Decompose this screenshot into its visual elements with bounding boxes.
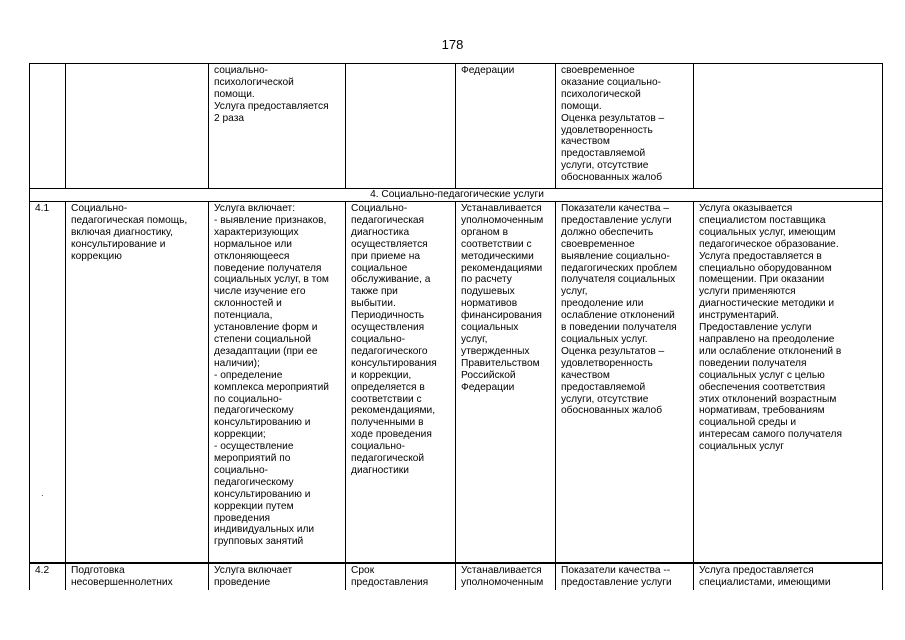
table-row-4-2	[30, 563, 883, 590]
cell-content: Услуга включает проведение	[209, 563, 346, 590]
table-row-continuation	[30, 64, 883, 189]
cell-name: Подготовка несовершеннолетних	[66, 563, 209, 590]
cell-num: 4.2	[30, 563, 66, 590]
cell-name	[66, 64, 209, 189]
page-number: 178	[441, 37, 464, 52]
section-title: 4. Социально-педагогические услуги	[30, 189, 883, 202]
cell-term: Срок предоставления	[346, 563, 456, 590]
table-row-4-1	[30, 202, 883, 564]
cell-conditions: Услуга предоставляется специалистами, имеющими	[694, 563, 883, 590]
cell-num	[30, 64, 66, 189]
cell-norm: Федерации	[456, 64, 556, 189]
cell-term: Социально- педагогическая диагностика осуществляется при приеме на социальное обслуживание, а также при выбытии. Периодичность осуществления социально- педагогического консультирования и коррекции, определяется в соответствии с рекомендациями, полученными в ходе проведения социально- педагогической диагностики	[346, 202, 456, 564]
cell-num: 4.1	[30, 202, 66, 564]
cell-conditions: Услуга оказывается специалистом поставщика социальных услуг, имеющим педагогическое образование. Услуга предоставляется в специально оборудованном помещении. При оказании услуги применяются диагностические методики и инструментарий. Предоставление услуги направлено на преодоление или ослабление отклонений в поведении получателя социальных услуг с целью обеспечения соответствия этих отклонений возрастным нормативам, требованиям социальной среды и интересам самого получателя социальных услуг	[694, 202, 883, 564]
cell-content: Услуга включает: - выявление признаков, характеризующих нормальное или отклоняющееся поведение получателя социальных услуг, в том числе изучение его склонностей и потенциала, установление форм и степени социальной дезадаптации (при ее наличии); - определение комплекса мероприятий по социально- педагогическому консультированию и коррекции; - осуществление мероприятий по социально- педагогическому консультированию и коррекции путем проведения индивидуальных или групповых занятий	[209, 202, 346, 564]
cell-quality: Показатели качества – предоставление услуги должно обеспечить своевременное выявление социально- педагогических проблем получателя социальных услуг, преодоление или ослабление отклонений в поведении получателя социальных услуг. Оценка результатов – удовлетворенность качеством предоставляемой услуги, отсутствие обоснованных жалоб	[556, 202, 694, 564]
services-table	[29, 63, 883, 590]
scan-speck: ·	[41, 491, 44, 500]
cell-norm: Устанавливается уполномоченным	[456, 563, 556, 590]
cell-quality: Показатели качества -- предоставление услуги	[556, 563, 694, 590]
cell-term	[346, 64, 456, 189]
cell-norm: Устанавливается уполномоченным органом в соответствии с методическими рекомендациями по расчету подушевых нормативов финансирования социальных услуг, утвержденных Правительством Российской Федерации	[456, 202, 556, 564]
cell-quality: своевременное оказание социально- психологической помощи. Оценка результатов – удовлетворенность качеством предоставляемой услуги, отсутствие обоснованных жалоб	[556, 64, 694, 189]
cell-conditions	[694, 64, 883, 189]
section-row	[30, 189, 883, 202]
cell-name: Социально- педагогическая помощь, включая диагностику, консультирование и коррекцию	[66, 202, 209, 564]
cell-content: социально- психологической помощи. Услуга предоставляется 2 раза	[209, 64, 346, 189]
